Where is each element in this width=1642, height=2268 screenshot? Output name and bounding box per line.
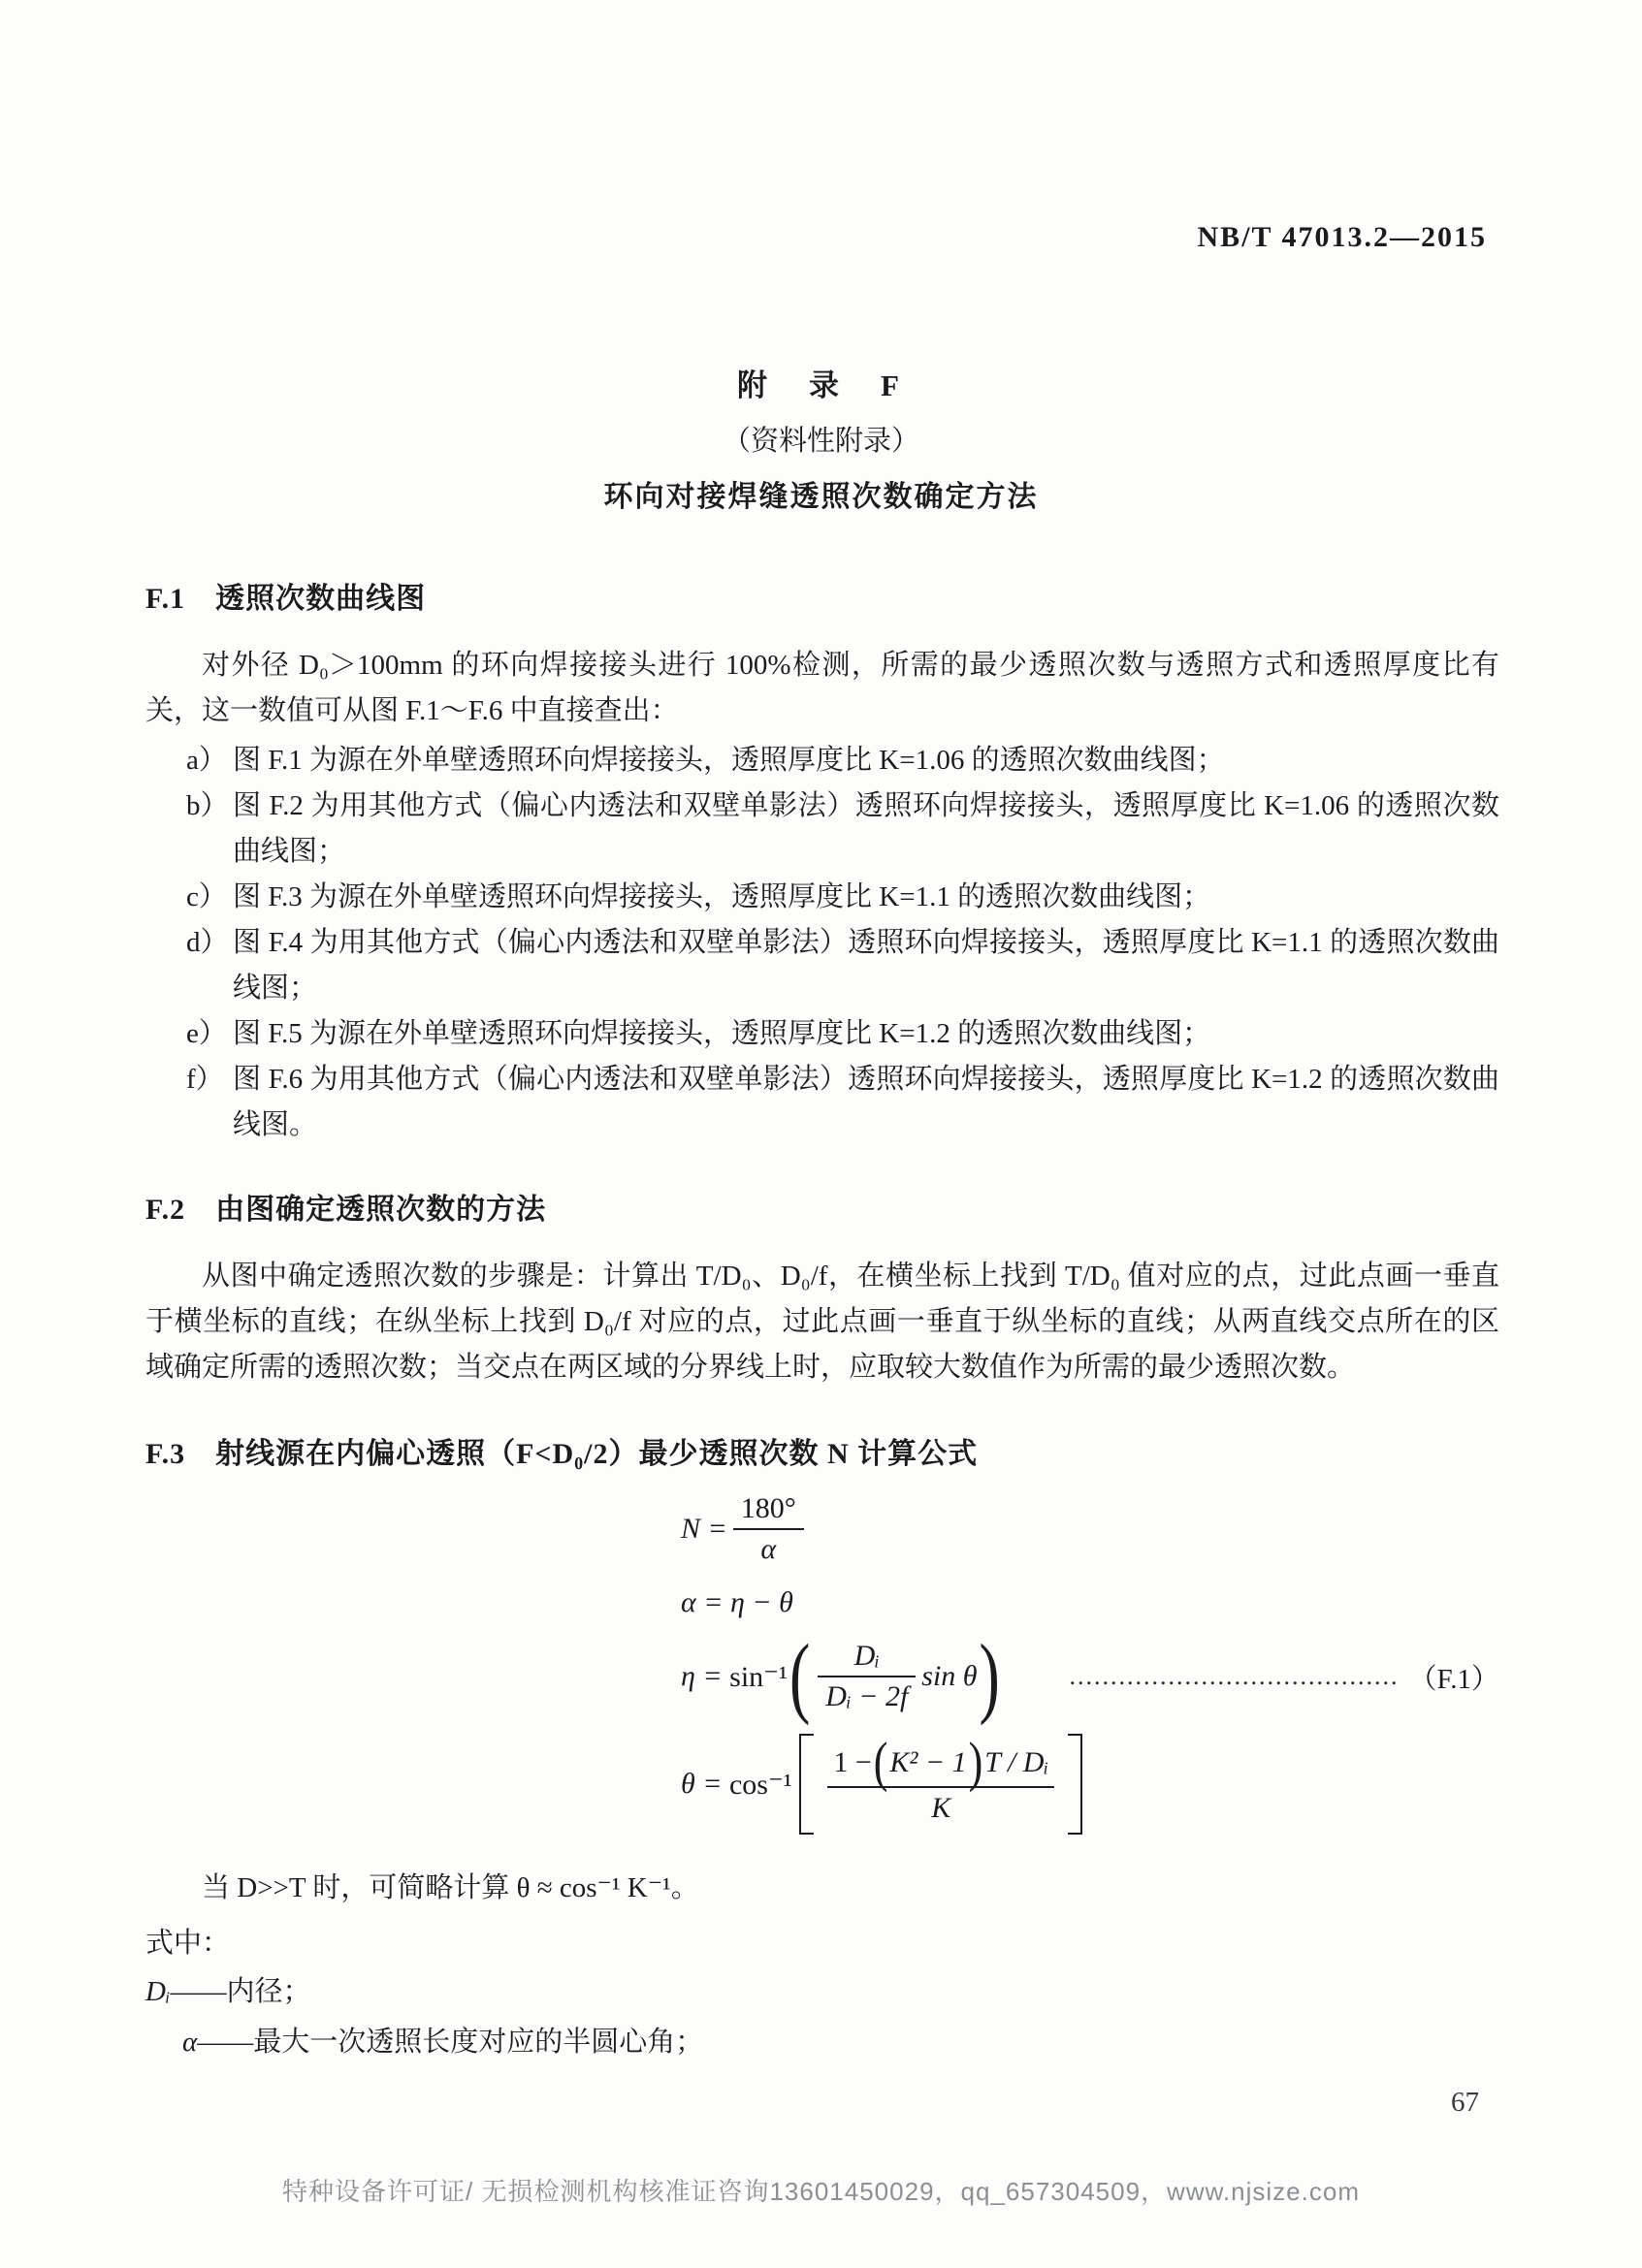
fraction-denominator: α [760,1533,777,1565]
list-item-text: 图 F.5 为源在外单壁透照环向焊接接头，透照厚度比 K=1.2 的透照次数曲线图； [233,1018,1211,1049]
list-item-label: d） [186,927,229,958]
formula-n [681,1489,1499,1569]
footer-watermark: 特种设备许可证/ 无损检测机构核准证咨询13601450029，qq_657304509，www.njsize.com [282,2177,1360,2206]
list-item-e [186,1011,1499,1057]
simplified-calculation-note: 当 D>>T 时，可简略计算 θ ≈ cos⁻¹ K⁻¹。 [202,1872,699,1903]
formula-block [681,1489,1499,1835]
page-number: 67 [1451,2087,1479,2118]
definition-dash: —— [197,2027,254,2058]
list-item-f [186,1057,1499,1148]
list-item-label: a） [186,745,227,776]
definition-di [145,1966,1499,2017]
left-bracket [799,1734,814,1835]
definition-symbol: α [182,2027,198,2058]
formula-eta [681,1625,1499,1726]
formula-eta-fn: sin⁻¹ [729,1660,788,1693]
formula-n-lhs: N = [681,1513,727,1545]
list-item-text: 图 F.3 为源在外单壁透照环向焊接接头，透照厚度比 K=1.1 的透照次数曲线图； [233,881,1211,912]
theta-num-part3: T / Dᵢ [984,1746,1049,1778]
section-f1-intro: 对外径 D₀＞100mm 的环向焊接接头进行 100%检测，所需的最少透照次数与透照方式和透照厚度比有关，这一数值可从图 F.1～F.6 中直接查出： [145,650,1499,726]
list-item-label: e） [186,1018,227,1049]
formula-eta-tail: sin θ [921,1660,978,1692]
left-paren: ( [873,1731,888,1794]
appendix-name: 环向对接焊缝透照次数确定方法 [603,481,1039,513]
theta-num-part1: 1 − [833,1746,872,1778]
fraction-numerator: 180° [740,1492,796,1524]
section-f1-heading: F.1 透照次数曲线图 [145,583,427,615]
figure-list [186,738,1499,1148]
definition-symbol: Dᵢ [145,1976,171,2007]
list-item-label: c） [186,881,227,912]
formula-theta-lhs: θ = [681,1768,723,1800]
list-item-label: f） [186,1064,224,1095]
list-item-b [186,783,1499,875]
right-bracket [1068,1734,1082,1835]
theta-num-part2: K² − 1 [889,1746,967,1778]
section-f2-heading: F.2 由图确定透照次数的方法 [145,1194,547,1226]
definition-text: 最大一次透照长度对应的半圆心角； [253,2027,704,2058]
list-item-text: 图 F.1 为源在外单壁透照环向焊接接头，透照厚度比 K=1.06 的透照次数曲线图； [233,745,1225,776]
doc-number: NB/T 47013.2—2015 [1197,221,1487,253]
list-item-c [186,875,1499,920]
fraction-denominator: K [931,1792,951,1824]
list-item-text: 图 F.6 为用其他方式（偏心内透法和双壁单影法）透照环向焊接接头，透照厚度比 K=1.2 的透照次数曲线图。 [233,1064,1499,1140]
fraction [733,1489,804,1569]
appendix-title-block [0,361,1642,515]
list-item-a [186,738,1499,783]
formula-theta-fn: cos⁻¹ [728,1768,792,1801]
dotted-leader: ........................................ [1069,1662,1400,1690]
right-paren: ) [968,1731,983,1794]
formula-alpha-text: α = η − θ [681,1586,793,1618]
left-paren: ( [789,1625,811,1726]
fraction [821,1731,1060,1835]
definition-text: 内径； [226,1976,311,2007]
formula-alpha [681,1586,1499,1619]
section-f2-body: 从图中确定透照次数的步骤是：计算出 T/D₀、D₀/f，在横坐标上找到 T/D₀ 值对应的点，过此点画一垂直于横坐标的直线；在纵坐标上找到 D₀/f 对应的点，过此点画一垂直于纵坐标的直线；从两直线交点所在的区域确定所需的透照次数；当交点在两区域的分界线上时，应取较大数值作为所需的最少透照次数。 [145,1261,1499,1383]
where-label: 式中： [145,1928,231,1959]
equation-reference [1069,1657,1499,1697]
appendix-type: （资料性附录） [722,426,919,457]
right-paren: ) [979,1625,1000,1726]
list-item-label: b） [186,790,229,821]
equation-number: （F.1） [1408,1663,1499,1695]
list-item-d [186,920,1499,1011]
definition-alpha [182,2017,1499,2067]
fraction [818,1637,916,1716]
list-item-text: 图 F.2 为用其他方式（偏心内透法和双壁单影法）透照环向焊接接头，透照厚度比 K=1.06 的透照次数曲线图； [233,790,1499,867]
formula-theta [681,1731,1499,1835]
appendix-title: 附 录 F [737,368,905,402]
fraction-numerator [827,1731,1054,1794]
fraction-denominator: Dᵢ − 2f [825,1680,909,1712]
formula-eta-lhs: η = [681,1660,723,1692]
definition-dash: —— [170,1976,227,2007]
fraction-numerator: Dᵢ [853,1640,880,1672]
page-content [145,574,1499,2067]
list-item-text: 图 F.4 为用其他方式（偏心内透法和双壁单影法）透照环向焊接接头，透照厚度比 K=1.1 的透照次数曲线图； [233,927,1499,1004]
section-f3-heading: F.3 射线源在内偏心透照（F<D₀/2）最少透照次数 N 计算公式 [145,1438,979,1470]
